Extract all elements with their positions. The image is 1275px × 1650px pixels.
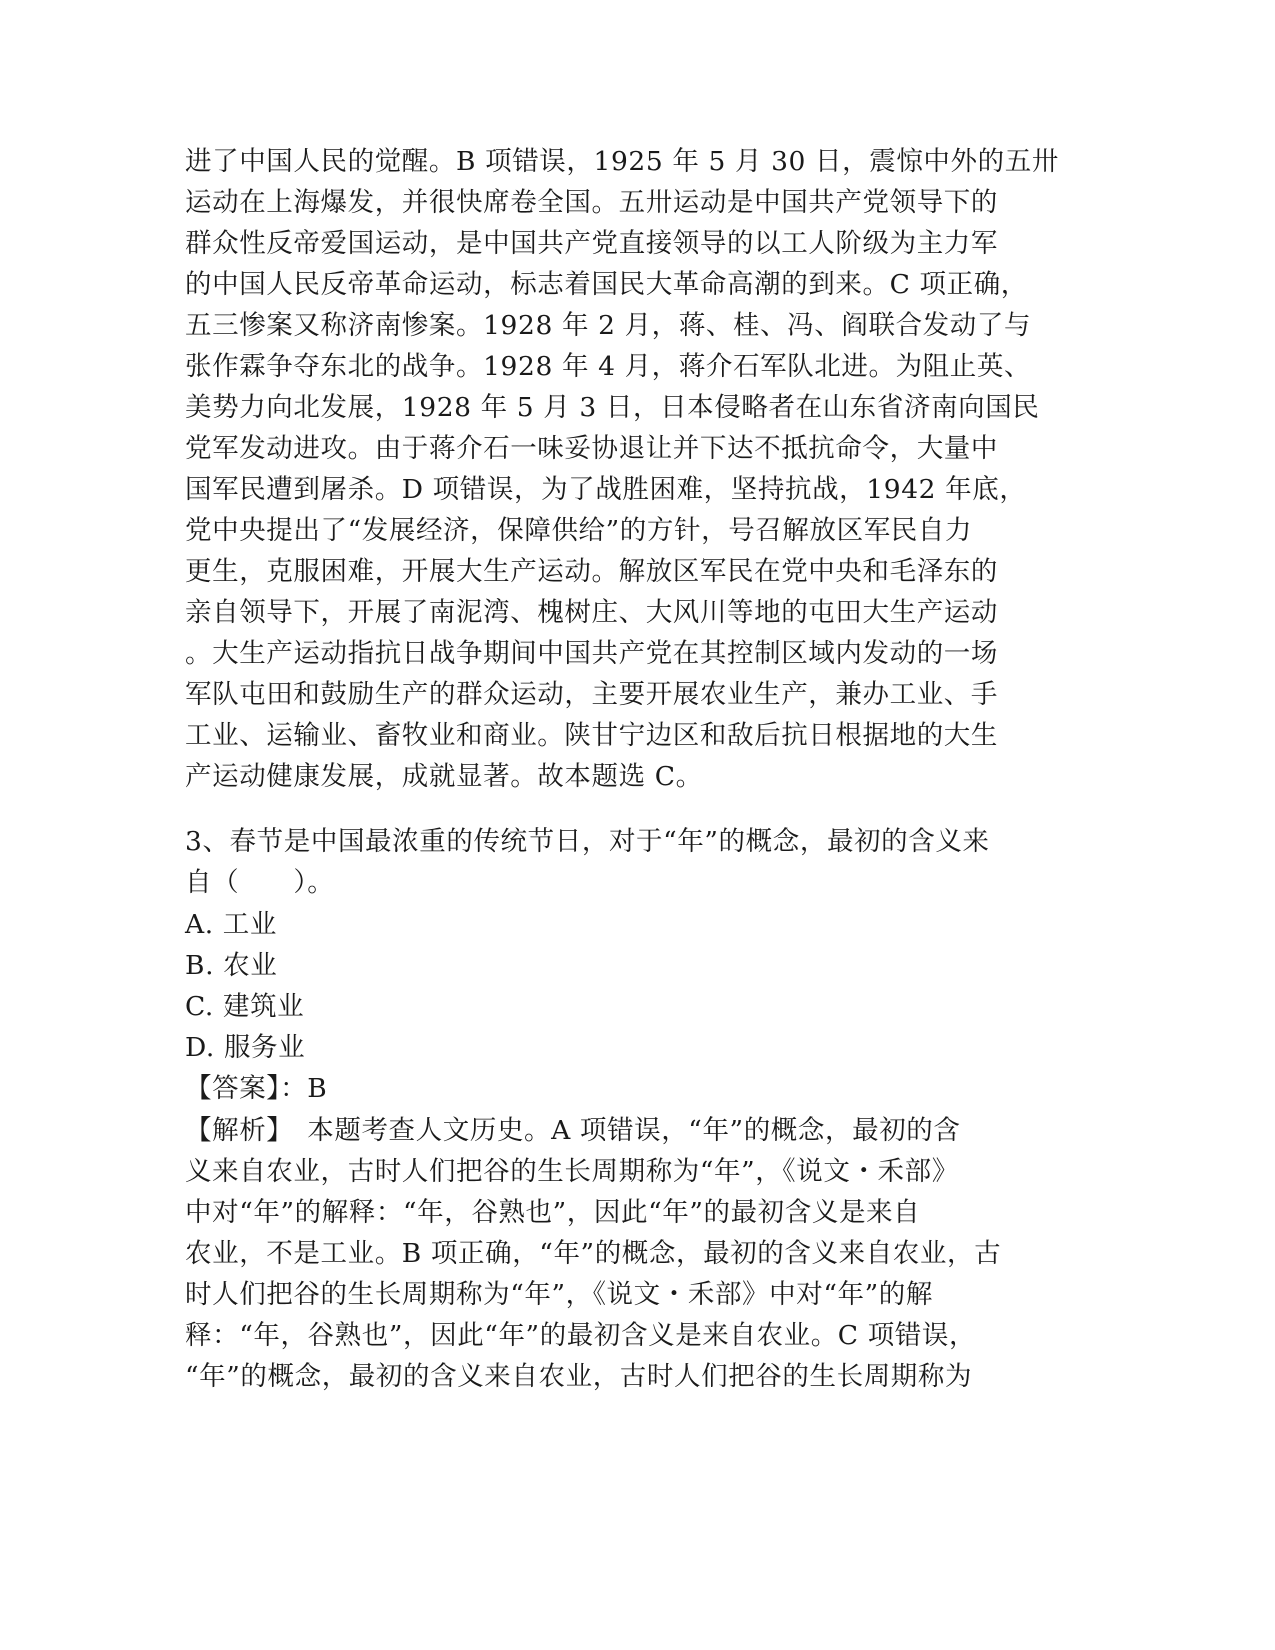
text-line: 五三惨案又称济南惨案。1928 年 2 月，蒋、桂、冯、阎联合发动了与 bbox=[185, 310, 1032, 341]
text-line: 义来自农业，古时人们把谷的生长周期称为“年”，《说文・禾部》 bbox=[185, 1156, 959, 1187]
text-line: 农业，不是工业。B 项正确，“年”的概念，最初的含义来自农业，古 bbox=[185, 1238, 1002, 1269]
text-line: 的中国人民反帝革命运动，标志着国民大革命高潮的到来。C 项正确， bbox=[185, 269, 1028, 300]
text-line: 党中央提出了“发展经济，保障供给”的方针，号召解放区军民自力 bbox=[185, 515, 973, 546]
text-line: 中对“年”的解释：“年，谷熟也”，因此“年”的最初含义是来自 bbox=[185, 1197, 921, 1228]
text-line: 美势力向北发展，1928 年 5 月 3 日，日本侵略者在山东省济南向国民 bbox=[185, 392, 1040, 423]
text-line: “年”的概念，最初的含义来自农业，古时人们把谷的生长周期称为 bbox=[185, 1361, 973, 1392]
text-line: 群众性反帝爱国运动，是中国共产党直接领导的以工人阶级为主力军 bbox=[185, 228, 998, 259]
question-stem: 自（ ）。 bbox=[185, 867, 335, 898]
text-line: 【解析】 本题考查人文历史。A 项错误，“年”的概念，最初的含 bbox=[185, 1115, 961, 1146]
option-d: D. 服务业 bbox=[185, 1032, 306, 1063]
answer-line: 【答案】：B bbox=[185, 1073, 328, 1104]
question-stem: 3、春节是中国最浓重的传统节日，对于“年”的概念，最初的含义来 bbox=[185, 826, 990, 857]
text-line: 运动在上海爆发，并很快席卷全国。五卅运动是中国共产党领导下的 bbox=[185, 187, 998, 218]
text-line: 国军民遭到屠杀。D 项错误，为了战胜困难，坚持抗战，1942 年底， bbox=[185, 474, 1027, 505]
text-line: 更生，克服困难，开展大生产运动。解放区军民在党中央和毛泽东的 bbox=[185, 556, 998, 587]
option-c: C. 建筑业 bbox=[185, 991, 305, 1022]
text-line: 党军发动进攻。由于蒋介石一味妥协退让并下达不抵抗命令，大量中 bbox=[185, 433, 998, 464]
text-line: 进了中国人民的觉醒。B 项错误，1925 年 5 月 30 日，震惊中外的五卅 bbox=[185, 146, 1059, 177]
text-line: 张作霖争夺东北的战争。1928 年 4 月，蒋介石军队北进。为阻止英、 bbox=[185, 351, 1032, 382]
text-line: 产运动健康发展，成就显著。故本题选 C。 bbox=[185, 761, 703, 792]
option-a: A. 工业 bbox=[185, 909, 277, 940]
text-line: 时人们把谷的生长周期称为“年”，《说文・禾部》中对“年”的解 bbox=[185, 1279, 933, 1310]
text-line: 释：“年，谷熟也”，因此“年”的最初含义是来自农业。C 项错误， bbox=[185, 1320, 977, 1351]
text-line: 工业、运输业、畜牧业和商业。陕甘宁边区和敌后抗日根据地的大生 bbox=[185, 720, 998, 751]
option-b: B. 农业 bbox=[185, 950, 278, 981]
text-line: 亲自领导下，开展了南泥湾、槐树庄、大风川等地的屯田大生产运动 bbox=[185, 597, 998, 628]
text-line: 。大生产运动指抗日战争期间中国共产党在其控制区域内发动的一场 bbox=[185, 638, 998, 669]
text-line: 军队屯田和鼓励生产的群众运动，主要开展农业生产，兼办工业、手 bbox=[185, 679, 998, 710]
